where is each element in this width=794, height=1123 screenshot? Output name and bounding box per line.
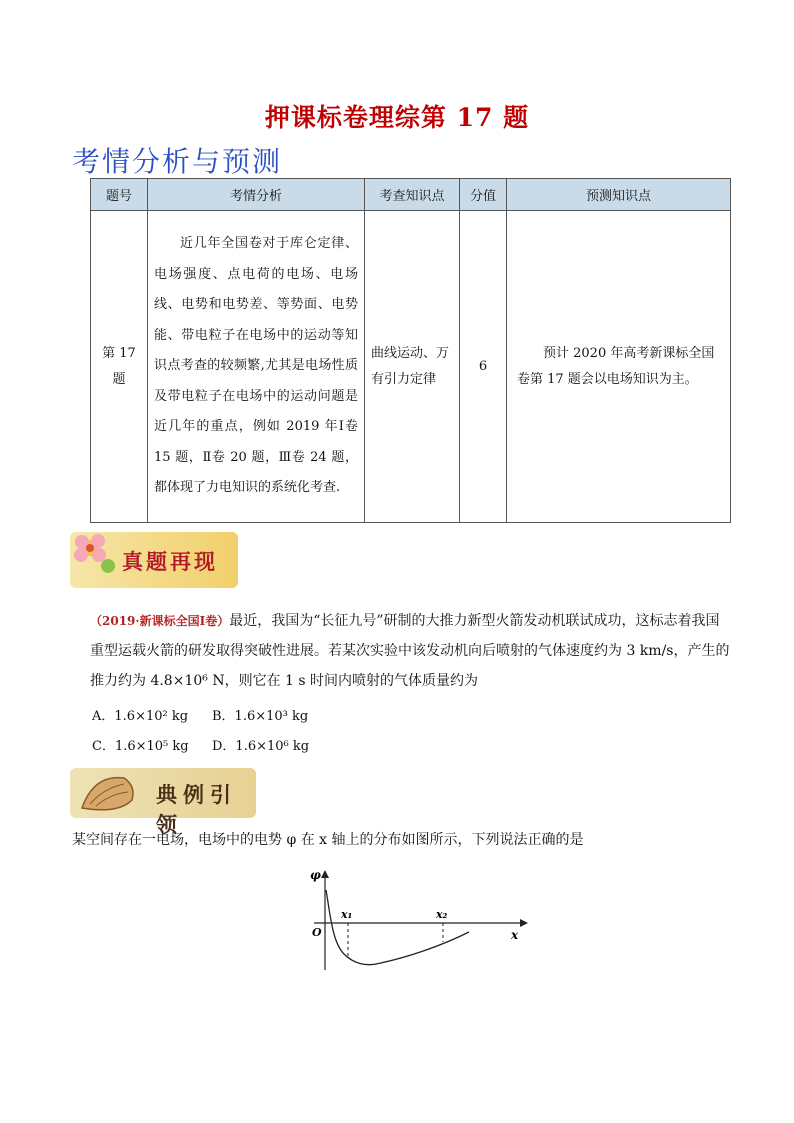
option-d: D．1.6×10⁶ kg — [212, 739, 310, 754]
col-header-analysis: 考情分析 — [148, 179, 365, 211]
cell-analysis — [148, 211, 365, 523]
y-axis-arrow-icon — [321, 870, 329, 878]
col-header-prediction: 预测知识点 — [507, 179, 731, 211]
banner-real-questions-label: 真题再现 — [122, 549, 218, 574]
options-row-1 — [92, 705, 308, 724]
option-b: B．1.6×10³ kg — [212, 709, 309, 724]
col-header-number: 题号 — [91, 179, 148, 211]
banner-real-questions — [70, 532, 238, 588]
option-c: C．1.6×10⁵ kg — [92, 739, 189, 754]
example-question: 某空间存在一电场，电场中的电势 φ 在 x 轴上的分布如图所示，下列说法正确的是 — [72, 832, 584, 848]
x-axis-label: x — [511, 928, 519, 942]
cell-score: 6 — [460, 211, 507, 523]
col-header-knowledge: 考查知识点 — [365, 179, 460, 211]
potential-graph — [306, 862, 536, 977]
origin-label: O — [312, 926, 322, 939]
option-a: A．1.6×10² kg — [92, 709, 189, 724]
page-title: 押课标卷理综第 17 题 — [264, 103, 530, 132]
shell-icon — [74, 768, 144, 818]
question-text: 最近，我国为“长征九号”研制的大推力新型火箭发动机联试成功，这标志着我国重型运载火箭的研发取得突破性进展。若某次实验中该发动机向后喷射的气体速度约为 3 km/s，产生的推力约为 4.8×10⁶ N，则它在 1 s 时间内喷射的气体质量约为 — [90, 613, 730, 689]
potential-curve — [326, 890, 469, 965]
table-row — [91, 211, 731, 523]
prediction-text: 预计 2020 年高考新课标全国卷第 17 题会以电场知识为主。 — [517, 345, 715, 387]
question-real — [90, 606, 730, 696]
question-source: （2019·新课标全国Ⅰ卷） — [90, 614, 230, 628]
banner-example-label: 典例引领 — [156, 782, 237, 837]
x-axis-arrow-icon — [520, 919, 528, 927]
table-header-row — [91, 179, 731, 211]
y-axis-label: φ — [310, 868, 321, 882]
options-row-2 — [92, 735, 309, 754]
banner-example — [70, 768, 256, 837]
x2-label: x₂ — [436, 908, 448, 921]
analysis-text: 近几年全国卷对于库仑定律、电场强度、点电荷的电场、电场线、电势和电势差、等势面、电势能、带电粒子在电场中的运动等知识点考查的较频繁,尤其是电场性质及带电粒子在电场中的运动问题是近几年的重点，例如 2019 年Ⅰ卷 15 题，Ⅱ卷 20 题，Ⅲ卷 24 题，都体现了力电知识的系统化考查. — [154, 236, 358, 496]
cell-prediction — [507, 211, 731, 523]
analysis-table — [90, 178, 731, 523]
x1-label: x₁ — [341, 908, 353, 921]
col-header-score: 分值 — [460, 179, 507, 211]
cell-knowledge: 曲线运动、万有引力定律 — [365, 211, 460, 523]
cell-number: 第 17 题 — [91, 211, 148, 523]
flower-icon — [68, 526, 122, 580]
section-heading: 考情分析与预测 — [72, 145, 283, 178]
